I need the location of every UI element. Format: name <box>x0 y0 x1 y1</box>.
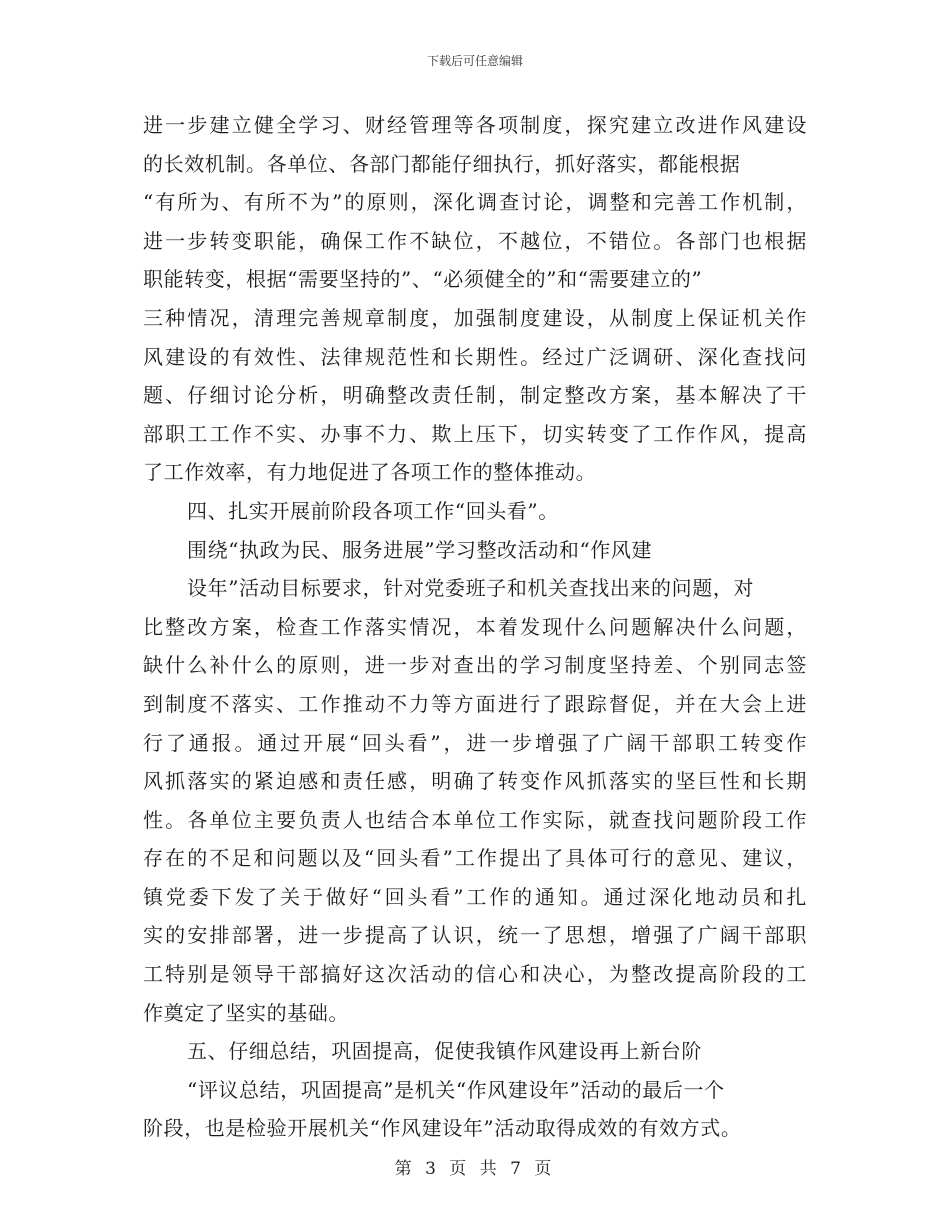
document-body <box>143 106 807 1148</box>
text-line: 三种情况，清理完善规章制度，加强制度建设，从制度上保证机关作 <box>143 305 807 330</box>
text-line: 设年”活动目标要求，针对党委班子和机关查找出来的问题，对 <box>187 576 755 601</box>
text-line: 比整改方案，检查工作落实情况，本着发现什么问题解决什么问题， <box>143 614 807 639</box>
text-line: 的长效机制。各单位、各部门都能仔细执行，抓好落实，都能根据 <box>143 151 741 176</box>
text-line: 实的安排部署，进一步提高了认识，统一了思想，增强了广阔干部职 <box>143 923 807 948</box>
text-line: 围绕“执政为民、服务进展”学习整改活动和“作风建 <box>187 537 653 562</box>
text-line: 阶段，也是检验开展机关“作风建设年”活动取得成效的有效方式。 <box>143 1116 742 1141</box>
page-header-note: 下载后可任意编辑 <box>426 54 523 68</box>
text-line: 风建设的有效性、法律规范性和长期性。经过广泛调研、深化查找问 <box>143 344 807 369</box>
text-line: “有所为、有所不为”的原则，深化调查讨论，调整和完善工作机制， <box>143 190 807 215</box>
text-line: 进一步建立健全学习、财经管理等各项制度，探究建立改进作风建设 <box>143 113 807 137</box>
text-line: 行了通报。通过开展“回头看”，进一步增强了广阔干部职工转变作 <box>143 730 807 755</box>
text-line: 作奠定了坚实的基础。 <box>143 1000 349 1025</box>
text-line: 镇党委下发了关于做好“回头看”工作的通知。通过深化地动员和扎 <box>143 884 807 909</box>
text-line: 进一步转变职能，确保工作不缺位，不越位，不错位。各部门也根据 <box>143 228 807 253</box>
text-line: “评议总结，巩固提高”是机关“作风建设年”活动的最后一个 <box>187 1077 725 1102</box>
text-line: 缺什么补什么的原则，进一步对查出的学习制度坚持差、个别同志签 <box>143 653 807 678</box>
page-number: 第 3 页 共 7 页 <box>394 1159 556 1179</box>
text-line: 部职工工作不实、办事不力、欺上压下，切实转变了工作作风，提高 <box>143 421 807 446</box>
section-heading: 四、扎实开展前阶段各项工作“回头看”。 <box>187 498 559 523</box>
text-line: 性。各单位主要负责人也结合本单位工作实际，就查找问题阶段工作 <box>143 807 807 832</box>
text-line: 工特别是领导干部搞好这次活动的信心和决心，为整改提高阶段的工 <box>143 962 807 987</box>
text-line: 职能转变，根据“需要坚持的”、“必须健全的”和“需要建立的” <box>143 267 703 292</box>
text-line: 风抓落实的紧迫感和责任感，明确了转变作风抓落实的坚巨性和长期 <box>143 769 807 794</box>
section-heading: 五、仔细总结，巩固提高，促使我镇作风建设再上新台阶 <box>187 1039 702 1064</box>
text-line: 了工作效率，有力地促进了各项工作的整体推动。 <box>143 460 597 485</box>
text-line: 题、仔细讨论分析，明确整改责任制，制定整改方案，基本解决了干 <box>143 383 807 408</box>
text-line: 存在的不足和问题以及“回头看”工作提出了具体可行的意见、建议， <box>143 846 807 871</box>
text-line: 到制度不落实、工作推动不力等方面进行了跟踪督促，并在大会上进 <box>143 691 807 716</box>
